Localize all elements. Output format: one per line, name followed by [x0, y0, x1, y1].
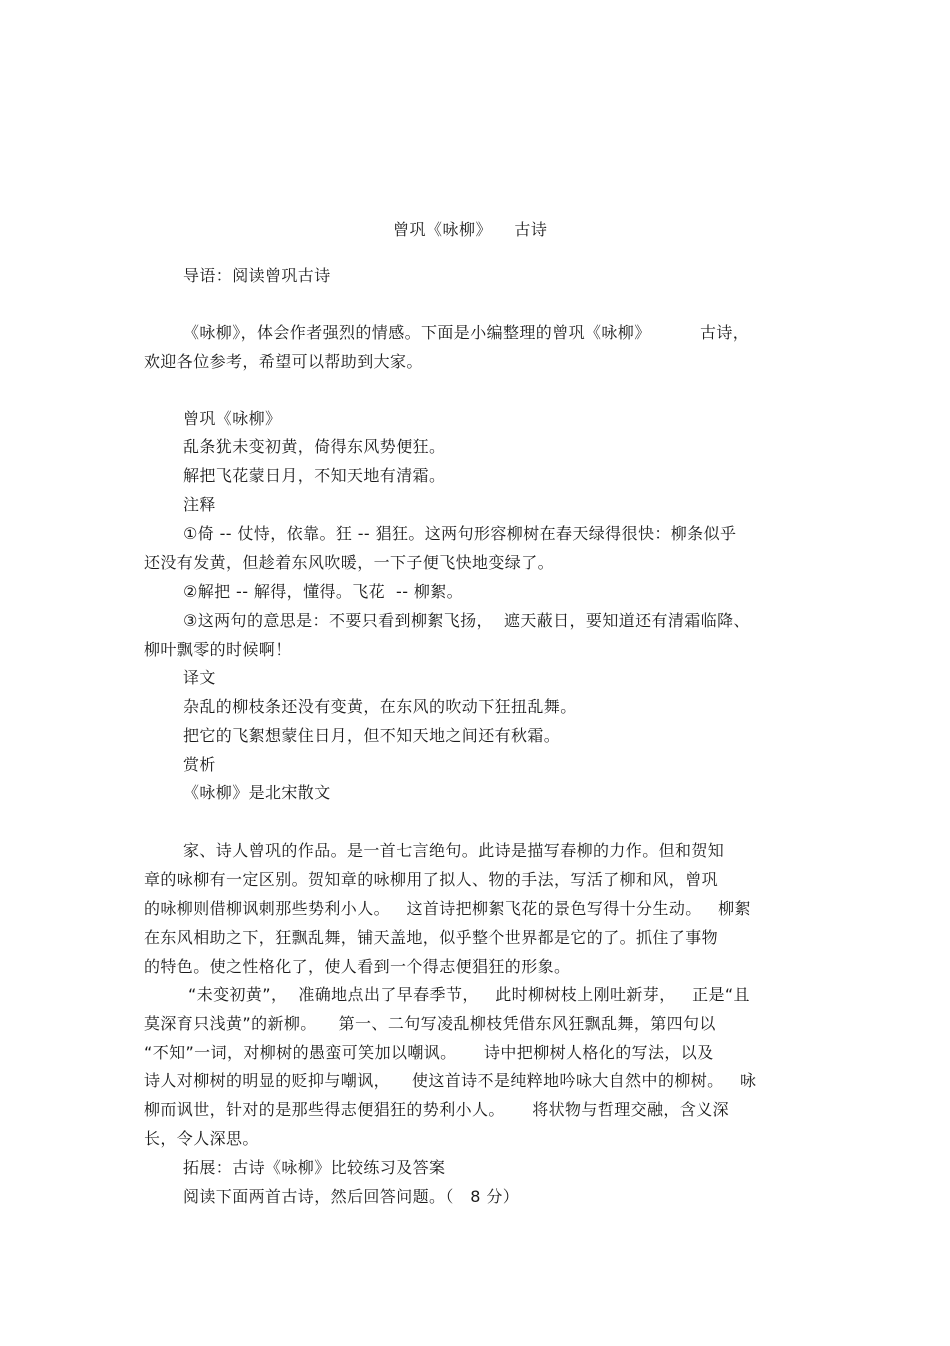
appreciation-line-5: 在东风相助之下，狂飘乱舞，铺天盖地，似乎整个世界都是它的了。抓住了事物 [144, 928, 719, 947]
note-2: ②解把 -- 解得，懂得。飞花 -- 柳絮。 [183, 582, 464, 601]
poem-line-1: 乱条犹未变初黄，倚得东风势便狂。 [183, 437, 446, 456]
intro-line-2: 欢迎各位参考，希望可以帮助到大家。 [144, 352, 423, 371]
extension-heading: 拓展：古诗《咏柳》比较练习及答案 [183, 1158, 446, 1177]
translation-line-2: 把它的飞絮想蒙住日月，但不知天地之间还有秋霜。 [183, 726, 561, 745]
analysis-line-5: 柳而讽世，针对的是那些得志便猖狂的势利小人。 将状物与哲理交融，含义深 [144, 1100, 730, 1119]
intro-heading: 导语：阅读曾巩古诗 [183, 266, 331, 285]
appreciation-line-1: 《咏柳》是北宋散文 [183, 783, 331, 802]
note-1-line-1: ①倚 -- 仗恃，依靠。狂 -- 猖狂。这两句形容柳树在春天绿得很快：柳条似乎 [183, 524, 737, 543]
appreciation-heading: 赏析 [183, 755, 216, 774]
note-3-line-2: 柳叶飘零的时候啊！ [144, 640, 292, 659]
poem-line-2: 解把飞花蒙日月，不知天地有清霜。 [183, 466, 446, 485]
appreciation-line-4: 的咏柳则借柳讽刺那些势利小人。 这首诗把柳絮飞花的景色写得十分生动。 柳絮 [144, 899, 751, 918]
appreciation-line-6: 的特色。使之性格化了，使人看到一个得志便猖狂的形象。 [144, 957, 571, 976]
intro-line-1: 《咏柳》，体会作者强烈的情感。下面是小编整理的曾巩《咏柳》 古诗， [183, 323, 750, 342]
analysis-line-1: “未变初黄”， 准确地点出了早春季节， 此时柳树枝上刚吐新芽， 正是“且 [188, 985, 750, 1004]
document-title: 曾巩《咏柳》 古诗 [393, 220, 548, 239]
appreciation-line-3: 章的咏柳有一定区别。贺知章的咏柳用了拟人、物的手法，写活了柳和风，曾巩 [144, 870, 719, 889]
notes-heading: 注释 [183, 495, 216, 514]
exercise-instruction: 阅读下面两首古诗，然后回答问题。（ 8 分） [183, 1187, 520, 1206]
poem-title: 曾巩《咏柳》 [183, 409, 282, 428]
note-1-line-2: 还没有发黄，但趁着东风吹暖，一下子便飞快地变绿了。 [144, 553, 555, 572]
analysis-line-3: “不知”一词，对柳树的愚蛮可笑加以嘲讽。 诗中把柳树人格化的写法，以及 [144, 1043, 714, 1062]
analysis-line-4: 诗人对柳树的明显的贬抑与嘲讽， 使这首诗不是纯粹地吟咏大自然中的柳树。 咏 [144, 1071, 757, 1090]
analysis-line-2: 莫深育只浅黄”的新柳。 第一、二句写凌乱柳枝凭借东风狂飘乱舞，第四句以 [144, 1014, 716, 1033]
note-3-line-1: ③这两句的意思是：不要只看到柳絮飞扬， 遮天蔽日，要知道还有清霜临降、 [183, 611, 750, 630]
appreciation-line-2: 家、诗人曾巩的作品。是一首七言绝句。此诗是描写春柳的力作。但和贺知 [183, 841, 725, 860]
analysis-line-6: 长，令人深思。 [144, 1129, 259, 1148]
translation-heading: 译文 [183, 668, 216, 687]
translation-line-1: 杂乱的柳枝条还没有变黄，在东风的吹动下狂扭乱舞。 [183, 697, 577, 716]
